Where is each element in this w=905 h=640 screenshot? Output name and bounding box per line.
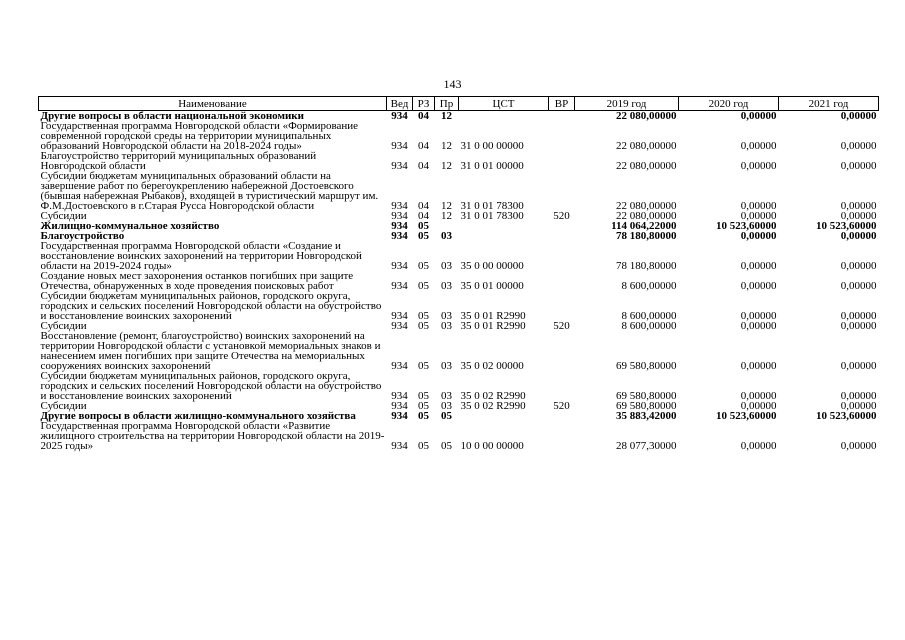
ved-cell: 934 bbox=[391, 140, 408, 152]
rz-cell: 05 bbox=[418, 230, 429, 242]
rz-cell: 04 bbox=[418, 110, 429, 122]
name-cell: Субсидии bbox=[40, 400, 87, 412]
amount-2021-cell: 0,00000 bbox=[840, 280, 877, 292]
header-pr: Пр bbox=[435, 97, 459, 111]
amount-2021-cell: 0,00000 bbox=[840, 440, 877, 452]
cst-cell: 35 0 02 R2990 bbox=[460, 390, 526, 402]
header-2019: 2019 год bbox=[575, 97, 679, 111]
rz-cell: 05 bbox=[418, 400, 429, 412]
header-ved: Вед bbox=[387, 97, 413, 111]
vr-cell bbox=[549, 421, 575, 451]
ved-cell: 934 bbox=[391, 320, 408, 332]
header-rz: РЗ bbox=[413, 97, 435, 111]
amount-2020-cell: 0,00000 bbox=[740, 210, 777, 222]
vr-cell bbox=[549, 221, 575, 231]
amount-2020-cell: 10 523,60000 bbox=[716, 220, 777, 232]
amount-2019-cell: 22 080,00000 bbox=[616, 210, 677, 222]
cst-cell: 35 0 00 00000 bbox=[460, 260, 524, 272]
table-row bbox=[39, 241, 879, 271]
cst-cell: 35 0 01 R2990 bbox=[460, 320, 526, 332]
amount-2019-cell: 8 600,00000 bbox=[621, 320, 677, 332]
name-cell: Субсидии bbox=[40, 320, 87, 332]
ved-cell: 934 bbox=[391, 160, 408, 172]
amount-2019-cell: 28 077,30000 bbox=[616, 440, 677, 452]
amount-2021-cell: 0,00000 bbox=[840, 310, 877, 322]
rz-cell: 05 bbox=[418, 310, 429, 322]
name-cell: Благоустройство территорий муниципальных образований Новгородской области bbox=[40, 150, 317, 172]
cst-cell: 31 0 00 00000 bbox=[460, 140, 524, 152]
amount-2019-cell: 69 580,80000 bbox=[616, 360, 677, 372]
pr-cell: 03 bbox=[441, 260, 452, 272]
header-2021: 2021 год bbox=[779, 97, 879, 111]
pr-cell: 03 bbox=[441, 400, 452, 412]
amount-2021-cell: 10 523,60000 bbox=[816, 410, 877, 422]
amount-2019-cell: 69 580,80000 bbox=[616, 400, 677, 412]
amount-2021-cell: 0,00000 bbox=[840, 210, 877, 222]
pr-cell: 03 bbox=[441, 390, 452, 402]
name-cell: Государственная программа Новгородской области «Развитие жилищного строительства на территории Новгородской области на 2019-2025 годы» bbox=[40, 420, 385, 452]
vr-cell: 520 bbox=[553, 320, 570, 332]
cst-cell: 31 0 01 78300 bbox=[460, 200, 524, 212]
amount-2020-cell: 0,00000 bbox=[740, 140, 777, 152]
cst-cell bbox=[459, 411, 549, 421]
amount-2021-cell: 0,00000 bbox=[840, 260, 877, 272]
rz-cell: 04 bbox=[418, 140, 429, 152]
vr-cell: 520 bbox=[553, 400, 570, 412]
cst-cell bbox=[459, 231, 549, 241]
amount-2020-cell: 0,00000 bbox=[740, 260, 777, 272]
amount-2021-cell: 10 523,60000 bbox=[816, 220, 877, 232]
amount-2019-cell: 22 080,00000 bbox=[616, 110, 677, 122]
name-cell: Создание новых мест захоронения останков погибших при защите Отечества, обнаруженных в ходе проведения поисковых работ bbox=[40, 270, 354, 292]
table-body bbox=[39, 111, 879, 452]
cst-cell: 31 0 01 78300 bbox=[460, 210, 524, 222]
header-cst: ЦСТ bbox=[459, 97, 549, 111]
budget-table bbox=[38, 96, 879, 451]
cst-cell: 35 0 01 R2990 bbox=[460, 310, 526, 322]
pr-cell: 12 bbox=[441, 140, 452, 152]
amount-2021-cell: 0,00000 bbox=[840, 390, 877, 402]
pr-cell: 03 bbox=[441, 310, 452, 322]
amount-2019-cell: 22 080,00000 bbox=[616, 160, 677, 172]
rz-cell: 04 bbox=[418, 200, 429, 212]
rz-cell: 05 bbox=[418, 320, 429, 332]
amount-2021-cell: 0,00000 bbox=[840, 230, 877, 242]
ved-cell: 934 bbox=[391, 200, 408, 212]
amount-2020-cell: 0,00000 bbox=[740, 390, 777, 402]
table-row bbox=[39, 271, 879, 291]
amount-2019-cell: 78 180,80000 bbox=[616, 260, 677, 272]
cst-cell: 35 0 02 00000 bbox=[460, 360, 524, 372]
table-row bbox=[39, 151, 879, 171]
cst-cell bbox=[459, 221, 549, 231]
amount-2019-cell: 8 600,00000 bbox=[621, 310, 677, 322]
amount-2021-cell: 0,00000 bbox=[840, 140, 877, 152]
rz-cell: 05 bbox=[418, 260, 429, 272]
name-cell: Субсидии бюджетам муниципальных образований области на завершение работ по берегоукреплению набережной Достоевского (бывшая набережная Рыбаков), входящей в туристический маршрут им. Ф.М.Достоевского в г.Старая Русса Новгородской области bbox=[40, 170, 379, 212]
header-2020: 2020 год bbox=[679, 97, 779, 111]
ved-cell: 934 bbox=[391, 210, 408, 222]
name-cell: Субсидии бюджетам муниципальных районов, городского округа, городских и сельских поселений Новгородской области на обустройство и восстановление воинских захоронений bbox=[40, 370, 382, 402]
name-cell: Государственная программа Новгородской области «Формирование современной городской среды на территории муниципальных образований Новгородской области на 2018-2024 годы» bbox=[40, 120, 359, 152]
vr-cell bbox=[549, 271, 575, 291]
amount-2020-cell: 0,00000 bbox=[740, 360, 777, 372]
vr-cell bbox=[549, 111, 575, 122]
amount-2019-cell: 78 180,80000 bbox=[616, 230, 677, 242]
amount-2021-cell: 0,00000 bbox=[840, 360, 877, 372]
vr-cell bbox=[549, 151, 575, 171]
amount-2020-cell: 0,00000 bbox=[740, 440, 777, 452]
pr-cell: 03 bbox=[441, 360, 452, 372]
amount-2020-cell: 0,00000 bbox=[740, 400, 777, 412]
table-header-row bbox=[39, 97, 879, 111]
ved-cell: 934 bbox=[391, 360, 408, 372]
amount-2020-cell: 10 523,60000 bbox=[716, 410, 777, 422]
name-cell: Жилищно-коммунальное хозяйство bbox=[40, 220, 220, 232]
vr-cell bbox=[549, 331, 575, 371]
ved-cell: 934 bbox=[391, 280, 408, 292]
vr-cell bbox=[549, 291, 575, 321]
header-name: Наименование bbox=[39, 97, 387, 111]
amount-2020-cell: 0,00000 bbox=[740, 160, 777, 172]
rz-cell: 04 bbox=[418, 210, 429, 222]
table-row bbox=[39, 421, 879, 451]
cst-cell: 35 0 01 00000 bbox=[460, 280, 524, 292]
table-row bbox=[39, 291, 879, 321]
rz-cell: 05 bbox=[418, 280, 429, 292]
amount-2019-cell: 8 600,00000 bbox=[621, 280, 677, 292]
amount-2019-cell: 69 580,80000 bbox=[616, 390, 677, 402]
ved-cell: 934 bbox=[391, 110, 408, 122]
ved-cell: 934 bbox=[391, 440, 408, 452]
amount-2020-cell: 0,00000 bbox=[740, 320, 777, 332]
amount-2021-cell: 0,00000 bbox=[840, 200, 877, 212]
amount-2019-cell: 22 080,00000 bbox=[616, 200, 677, 212]
rz-cell: 05 bbox=[418, 440, 429, 452]
rz-cell: 05 bbox=[418, 390, 429, 402]
cst-cell: 31 0 01 00000 bbox=[460, 160, 524, 172]
amount-2021-cell: 0,00000 bbox=[840, 400, 877, 412]
amount-2020-cell: 0,00000 bbox=[740, 230, 777, 242]
vr-cell bbox=[549, 231, 575, 241]
pr-cell: 03 bbox=[441, 320, 452, 332]
rz-cell: 05 bbox=[418, 360, 429, 372]
amount-2019-cell: 22 080,00000 bbox=[616, 140, 677, 152]
header-vr: ВР bbox=[549, 97, 575, 111]
vr-cell bbox=[549, 171, 575, 211]
amount-2019-cell: 35 883,42000 bbox=[616, 410, 677, 422]
rz-cell: 05 bbox=[418, 220, 429, 232]
table-row bbox=[39, 171, 879, 211]
ved-cell: 934 bbox=[391, 410, 408, 422]
pr-cell: 05 bbox=[441, 440, 452, 452]
pr-cell: 05 bbox=[441, 410, 452, 422]
name-cell: Субсидии бюджетам муниципальных районов, городского округа, городских и сельских поселений Новгородской области на обустройство и восстановление воинских захоронений bbox=[40, 290, 382, 322]
name-cell: Благоустройство bbox=[40, 230, 125, 242]
amount-2021-cell: 0,00000 bbox=[840, 110, 877, 122]
pr-cell: 12 bbox=[441, 210, 452, 222]
ved-cell: 934 bbox=[391, 400, 408, 412]
name-cell: Восстановление (ремонт, благоустройство) воинских захоронений на территории Новгородской области с установкой мемориальных знаков и нанесением имен погибших при защите Отечества на мемориальных сооружениях воинских захоронений bbox=[40, 330, 381, 372]
vr-cell bbox=[549, 371, 575, 401]
pr-cell: 03 bbox=[441, 280, 452, 292]
rz-cell: 05 bbox=[418, 410, 429, 422]
table-row bbox=[39, 331, 879, 371]
amount-2019-cell: 114 064,22000 bbox=[611, 220, 677, 232]
amount-2021-cell: 0,00000 bbox=[840, 160, 877, 172]
pr-cell: 03 bbox=[441, 230, 452, 242]
ved-cell: 934 bbox=[391, 260, 408, 272]
vr-cell bbox=[549, 121, 575, 151]
amount-2020-cell: 0,00000 bbox=[740, 310, 777, 322]
pr-cell: 12 bbox=[441, 110, 452, 122]
table-row bbox=[39, 371, 879, 401]
amount-2020-cell: 0,00000 bbox=[740, 200, 777, 212]
pr-cell: 12 bbox=[441, 200, 452, 212]
amount-2020-cell: 0,00000 bbox=[740, 110, 777, 122]
vr-cell bbox=[549, 411, 575, 421]
name-cell: Другие вопросы в области национальной экономики bbox=[40, 110, 304, 122]
name-cell: Другие вопросы в области жилищно-коммунального хозяйства bbox=[40, 410, 356, 422]
amount-2020-cell: 0,00000 bbox=[740, 280, 777, 292]
cst-cell: 10 0 00 00000 bbox=[460, 440, 524, 452]
ved-cell: 934 bbox=[391, 390, 408, 402]
cst-cell: 35 0 02 R2990 bbox=[460, 400, 526, 412]
ved-cell: 934 bbox=[391, 230, 408, 242]
name-cell: Субсидии bbox=[40, 210, 87, 222]
rz-cell: 04 bbox=[418, 160, 429, 172]
cst-cell bbox=[459, 111, 549, 122]
ved-cell: 934 bbox=[391, 220, 408, 232]
amount-2021-cell: 0,00000 bbox=[840, 320, 877, 332]
name-cell: Государственная программа Новгородской области «Создание и восстановление воинских захоронений на территории Новгородской области на 2019-2024 годы» bbox=[40, 240, 362, 272]
ved-cell: 934 bbox=[391, 310, 408, 322]
vr-cell: 520 bbox=[553, 210, 570, 222]
page-number: 143 bbox=[443, 77, 462, 91]
vr-cell bbox=[549, 241, 575, 271]
pr-cell: 12 bbox=[441, 160, 452, 172]
table-row bbox=[39, 121, 879, 151]
